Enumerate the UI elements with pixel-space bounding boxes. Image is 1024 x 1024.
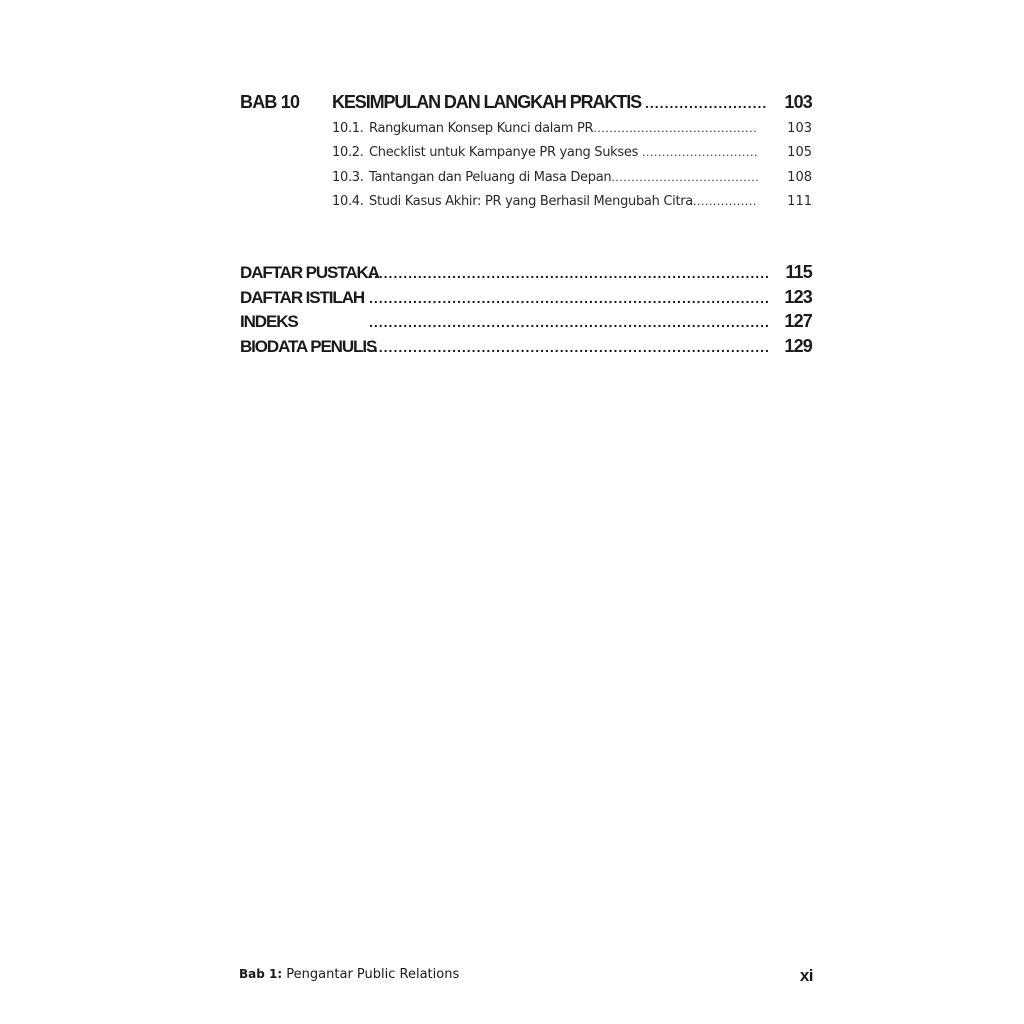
- section-title: Studi Kasus Akhir: PR yang Berhasil Mengubah Citra: [369, 193, 693, 209]
- back-matter-entry: [240, 336, 812, 361]
- back-matter-list: [240, 262, 812, 360]
- chapter-entry: [332, 92, 812, 116]
- back-matter-label: DAFTAR ISTILAH: [240, 287, 365, 307]
- dot-leader: [369, 290, 768, 306]
- back-matter-page: 127: [784, 311, 812, 331]
- dot-leader: [611, 171, 758, 184]
- section-number: 10.4.: [332, 193, 364, 209]
- section-title: Checklist untuk Kampanye PR yang Sukses: [369, 145, 639, 161]
- section-title: Rangkuman Konsep Kunci dalam PR: [369, 121, 594, 136]
- running-footer: [239, 967, 459, 982]
- back-matter-page: 129: [784, 335, 812, 356]
- dot-leader: [693, 195, 758, 208]
- section-page: 103: [787, 121, 812, 136]
- footer-chapter-prefix: Bab 1:: [239, 967, 283, 981]
- back-matter-page: 115: [785, 262, 812, 282]
- dot-leader: [593, 122, 758, 135]
- back-matter-entry: [240, 287, 812, 312]
- chapter-title: KESIMPULAN DAN LANGKAH PRAKTIS: [332, 92, 642, 112]
- section-entry: [332, 145, 812, 169]
- section-page: 105: [787, 145, 812, 161]
- back-matter-entry: [240, 311, 812, 336]
- back-matter-label: DAFTAR PUSTAKA: [240, 263, 379, 282]
- section-page: 108: [787, 169, 812, 185]
- footer-chapter-title: Pengantar Public Relations: [282, 967, 460, 982]
- chapter-page: 103: [784, 92, 812, 112]
- section-number: 10.2.: [332, 145, 364, 161]
- back-matter-page: 123: [784, 286, 812, 307]
- dot-leader: [369, 339, 768, 355]
- dot-leader: [645, 95, 768, 111]
- section-list: [332, 121, 812, 218]
- dot-leader: [642, 146, 758, 159]
- section-number: 10.1.: [332, 121, 364, 136]
- back-matter-label: BIODATA PENULIS: [240, 336, 377, 356]
- section-entry: [332, 194, 812, 218]
- dot-leader: [369, 314, 768, 330]
- dot-leader: [369, 265, 768, 281]
- section-entry: [332, 121, 812, 145]
- back-matter-label: INDEKS: [240, 312, 298, 331]
- section-number: 10.3.: [332, 169, 364, 185]
- chapter-label: BAB 10: [240, 92, 300, 112]
- back-matter-entry: [240, 262, 812, 287]
- section-title: Tantangan dan Peluang di Masa Depan: [369, 169, 612, 185]
- section-page: 111: [787, 193, 812, 209]
- section-entry: [332, 170, 812, 194]
- page-number: xi: [799, 966, 813, 985]
